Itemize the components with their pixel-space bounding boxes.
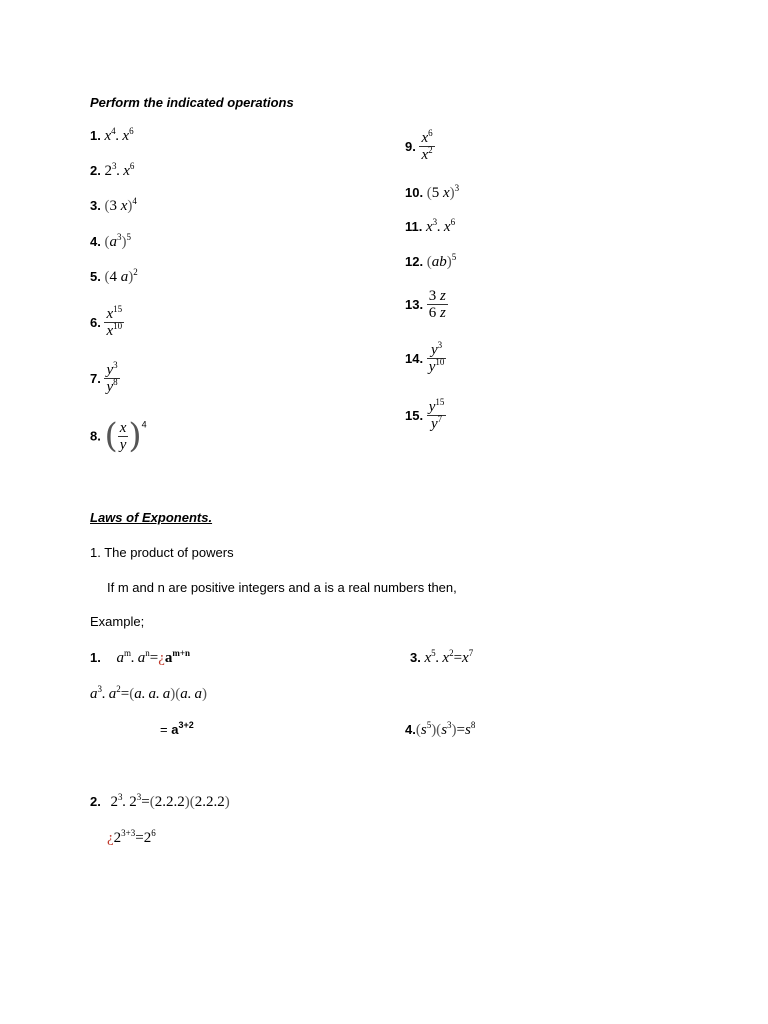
section-heading: Laws of Exponents. [90, 510, 213, 525]
fraction: $\frac{y^{15}}{y^7}$ [428, 397, 445, 432]
expression: $2^3$. $x^6$ [104, 161, 135, 179]
problem-2: 2. $2^3$. $x^6$ [90, 161, 135, 179]
problem-6: 6. $\frac{x^{15}}{x^{10}}$ [90, 304, 123, 339]
example-2: 2. $2^3$. $2^3=(2.2.2)(2.2.2)$ [90, 792, 230, 810]
fraction: $\frac{x^{15}}{x^{10}}$ [106, 304, 123, 339]
problem-3: 3. (3 x)$^4$ [90, 196, 137, 214]
expression: $(a^3)^5$ [104, 232, 131, 250]
page-title: Perform the indicated operations [90, 95, 294, 110]
fraction: $\frac{3 z}{6 z}$ [428, 288, 446, 321]
example-2-result: ¿$2^{3+3}=2^6$ [107, 828, 156, 846]
problem-7: 7. $\frac{y^3}{y^8}$ [90, 360, 118, 395]
example-3: 3. $x^5$. $x^2=x^7$ [410, 648, 474, 666]
expression: (3 x)$^4$ [104, 196, 137, 214]
fraction: $\frac{y^3}{y^{10}}$ [428, 340, 445, 375]
problem-5: 5. (4 a)$^2$ [90, 267, 138, 285]
rule-statement: If m and n are positive integers and a is a real numbers then, [107, 580, 457, 595]
problem-1: 1. $x^4$. $x^6$ [90, 126, 134, 144]
problem-15: 15. $\frac{y^{15}}{y^7}$ [405, 397, 445, 432]
expression: (4 a)$^2$ [104, 267, 138, 285]
expression: $x^4$. $x^6$ [104, 126, 134, 144]
problem-14: 14. $\frac{y^3}{y^{10}}$ [405, 340, 445, 375]
problem-4: 4. $(a^3)^5$ [90, 232, 131, 250]
expression: (5 x)$^3$ [426, 183, 460, 201]
example-1-expansion: $a^3$. $a^2=(a$. a. a)(a. a) [90, 684, 208, 702]
example-1-result: = $a^{3+2}$ [160, 720, 194, 737]
expression: $x^3$. $x^6$ [425, 217, 456, 235]
example-1: 1. $a^m$. $a^n=¿a^{m+n}$ [90, 648, 191, 666]
fraction: $\frac{x^6}{x^2}$ [421, 128, 433, 163]
problem-11: 11. $x^3$. $x^6$ [405, 217, 456, 235]
fraction: $\frac{y^3}{y^8}$ [106, 360, 118, 395]
expression: (ab)$^5$ [426, 252, 457, 270]
example-4: $4.(s^5)(s^3)=s^8$ [405, 720, 476, 738]
problem-8: 8. ( $\frac{x}{y}$ )$^4$ [90, 416, 147, 456]
problem-9: 9. $\frac{x^6}{x^2}$ [405, 128, 433, 163]
example-label: Example; [90, 614, 145, 629]
fraction: $\frac{x}{y}$ [119, 419, 127, 453]
problem-13: 13. $\frac{3 z}{6 z}$ [405, 288, 446, 321]
problem-12: 12. (ab)$^5$ [405, 252, 457, 270]
rule-title: 1. The product of powers [90, 545, 234, 560]
problem-10: 10. (5 x)$^3$ [405, 183, 460, 201]
